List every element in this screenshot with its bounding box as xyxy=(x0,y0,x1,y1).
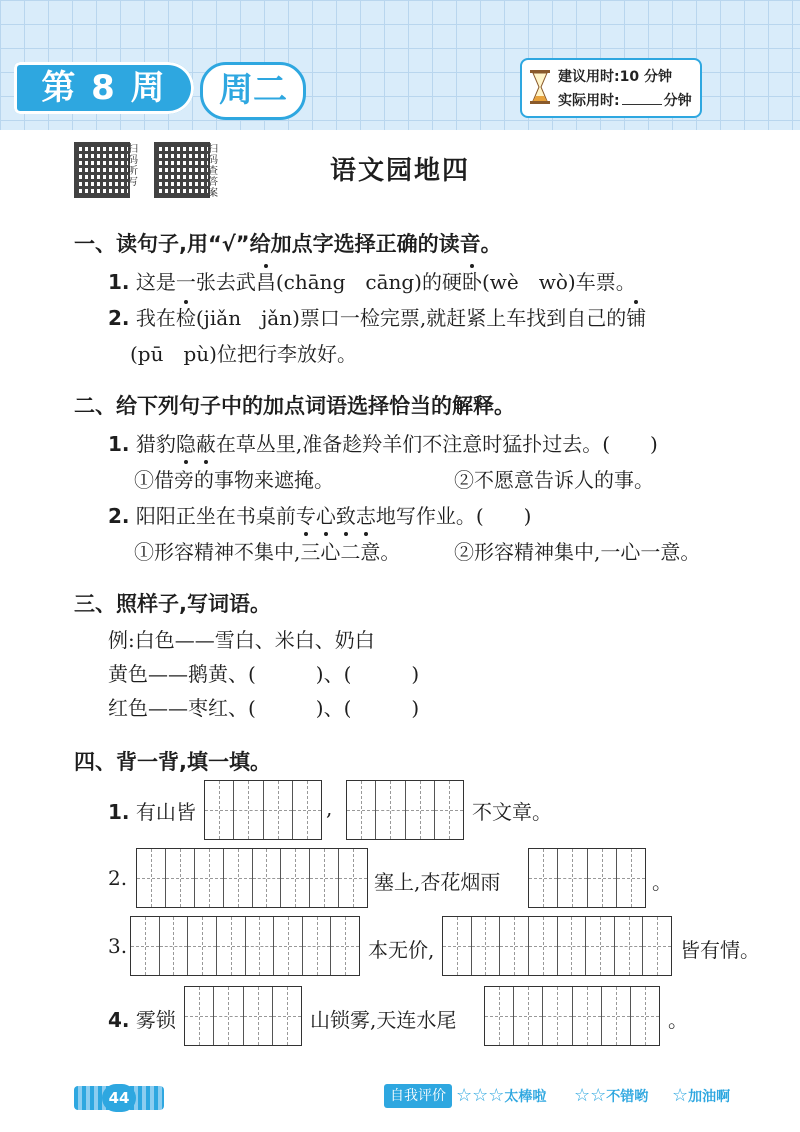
s4-q3-grid-b[interactable] xyxy=(442,916,672,976)
section3-heading: 三、照样子,写词语。 xyxy=(74,592,271,616)
s4-q3-grid-a[interactable] xyxy=(130,916,360,976)
s4-q4-lead: 4. 雾锁 xyxy=(108,1008,176,1032)
qr-label-answers: 扫码查答案 xyxy=(208,144,218,199)
self-eval-label: 自我评价 xyxy=(384,1084,452,1108)
qr-label-dictation: 扫码听写 xyxy=(128,144,138,188)
s4-q4-end: 。 xyxy=(668,1008,688,1032)
s4-q1-grid-a[interactable] xyxy=(204,780,322,840)
week-badge: 第 8 周 xyxy=(14,62,194,114)
s1-q2-cont: (pū pù)位把行李放好。 xyxy=(130,342,357,366)
s2-q1-opt2: ②不愿意告诉人的事。 xyxy=(454,468,654,492)
s3-row2: 红色——枣红、( )、( ) xyxy=(108,696,420,720)
s4-q2-grid-a[interactable] xyxy=(136,848,368,908)
s4-q1-tail: 不文章。 xyxy=(472,800,552,824)
s4-q3-lead: 3. xyxy=(108,934,128,958)
day-badge: 周二 xyxy=(200,62,306,120)
suggested-time: 建议用时:10 分钟 xyxy=(558,69,672,85)
section4-heading: 四、背一背,填一填。 xyxy=(74,750,271,774)
star-icon: ☆☆☆ xyxy=(456,1085,505,1106)
section2-heading: 二、给下列句子中的加点词语选择恰当的解释。 xyxy=(74,394,515,418)
s4-q2-mid: 塞上,杏花烟雨 xyxy=(374,870,501,894)
s4-q4-grid-a[interactable] xyxy=(184,986,302,1046)
s4-q3-end: 皆有情。 xyxy=(680,938,760,962)
s2-q2-opt1: ①形容精神不集中,三心二意。 xyxy=(134,540,401,564)
s2-q2: 2. 阳阳正坐在书桌前专心致志地写作业。( ) xyxy=(108,504,532,528)
section1-heading: 一、读句子,用“√”给加点字选择正确的读音。 xyxy=(74,232,502,256)
s3-example: 例:白色——雪白、米白、奶白 xyxy=(108,628,375,652)
star-icon: ☆☆ xyxy=(574,1085,607,1106)
s2-q2-opt2: ②形容精神集中,一心一意。 xyxy=(454,540,701,564)
s1-q1: 1. 这是一张去武昌(chāng cāng)的硬卧(wè wò)车票。 xyxy=(108,270,636,294)
actual-time: 实际用时: 分钟 xyxy=(558,93,692,109)
rating-try[interactable]: ☆加油啊 xyxy=(672,1085,731,1106)
s4-q4-grid-b[interactable] xyxy=(484,986,660,1046)
s3-row1: 黄色——鹅黄、( )、( ) xyxy=(108,662,420,686)
page-number: 44 xyxy=(102,1084,136,1112)
s4-q1-sep: , xyxy=(326,796,333,820)
s4-q2-lead: 2. xyxy=(108,866,128,890)
page-title: 语文园地四 xyxy=(329,156,470,186)
s4-q1-grid-b[interactable] xyxy=(346,780,464,840)
rating-good[interactable]: ☆☆不错哟 xyxy=(574,1085,649,1106)
s4-q4-mid: 山锁雾,天连水尾 xyxy=(310,1008,457,1032)
time-box xyxy=(520,58,702,118)
s4-q1-lead: 1. 有山皆 xyxy=(108,800,196,824)
hourglass-icon xyxy=(530,70,550,104)
s1-q2: 2. 我在检(jiǎn jǎn)票口一检完票,就赶紧上车找到自己的铺 xyxy=(108,306,647,330)
s4-q3-mid: 本无价, xyxy=(368,938,435,962)
s2-q1: 1. 猎豹隐蔽在草丛里,准备趁羚羊们不注意时猛扑过去。( ) xyxy=(108,432,658,456)
s4-q2-end: 。 xyxy=(652,870,672,894)
star-icon: ☆ xyxy=(672,1085,689,1106)
s4-q2-grid-b[interactable] xyxy=(528,848,646,908)
rating-great[interactable]: ☆☆☆太棒啦 xyxy=(456,1085,547,1106)
s2-q1-opt1: ①借旁的事物来遮掩。 xyxy=(134,468,334,492)
